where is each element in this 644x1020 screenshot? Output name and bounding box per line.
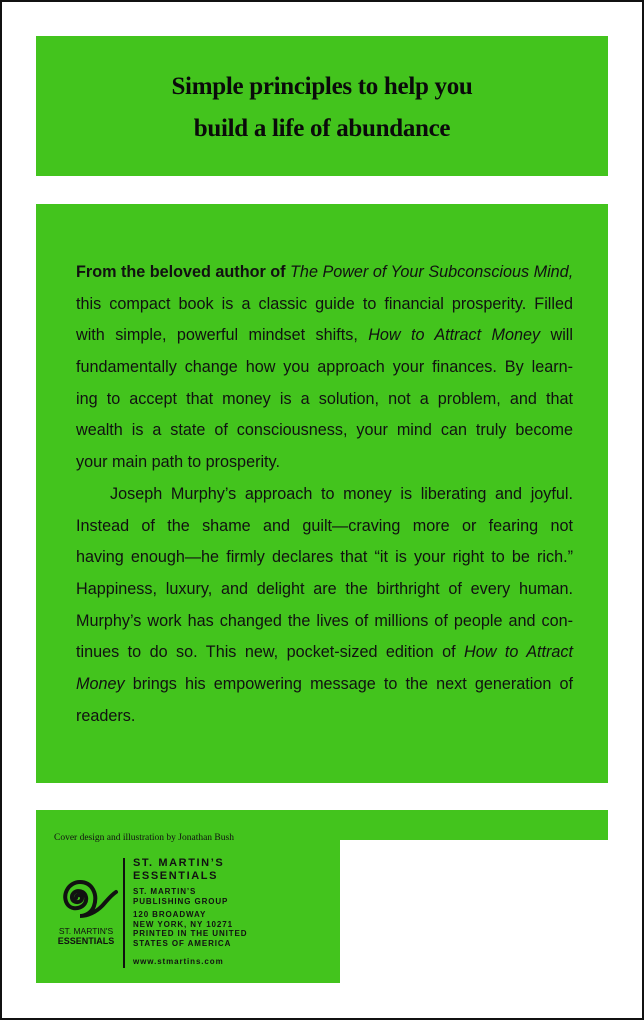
description-line bbox=[76, 577, 573, 609]
description-line bbox=[76, 450, 573, 482]
printed-line-1: PRINTED IN THE UNITED bbox=[133, 929, 248, 939]
text-segment: Joseph Murphy’s approach to money is liberating and joyful. bbox=[110, 484, 573, 503]
description-line bbox=[76, 260, 573, 292]
text-segment: having enough—he firmly declares that “it is your right to be rich.” bbox=[76, 548, 573, 567]
text-segment: readers. bbox=[76, 706, 136, 725]
tagline-line-1: Simple principles to help you bbox=[171, 73, 473, 100]
text-segment: your main path to prosperity. bbox=[76, 453, 280, 472]
address-line-1: 120 BROADWAY bbox=[133, 910, 207, 920]
description-line bbox=[76, 545, 573, 577]
text-segment: wealth is a state of consciousness, your mind can truly become bbox=[76, 421, 573, 440]
description-line bbox=[76, 640, 573, 672]
text-segment: tinues to do so. This new, pocket-sized edition of bbox=[76, 643, 465, 662]
text-segment: How to Attract bbox=[464, 643, 573, 662]
publisher-url[interactable]: www.stmartins.com bbox=[133, 956, 224, 966]
logo-line-1: ST. MARTIN'S bbox=[58, 926, 114, 936]
spiral-icon bbox=[56, 872, 120, 924]
description-line bbox=[76, 482, 573, 514]
text-segment: Instead of the shame and guilt—craving more or fearing not bbox=[76, 516, 573, 535]
description-line bbox=[76, 355, 573, 387]
publisher-line-2: PUBLISHING GROUP bbox=[133, 896, 229, 906]
description-line bbox=[76, 387, 573, 419]
text-segment: fundamentally change how you approach your finances. By learn- bbox=[76, 358, 573, 377]
text-segment: Money bbox=[76, 674, 125, 693]
text-segment: brings his empowering message to the next generation of bbox=[124, 674, 573, 693]
address-line-2: NEW YORK, NY 10271 bbox=[133, 919, 233, 929]
imprint-line-1: ST. MARTIN’S bbox=[133, 857, 225, 869]
text-segment: Happiness, luxury, and delight are the birthright of every human. bbox=[76, 579, 573, 598]
text-segment: Murphy’s work has changed the lives of millions of people and con- bbox=[76, 611, 573, 630]
publisher-info bbox=[133, 857, 247, 966]
imprint-line-2: ESSENTIALS bbox=[133, 870, 219, 882]
text-segment: will bbox=[540, 326, 573, 345]
tagline-line-2: build a life of abundance bbox=[193, 115, 451, 142]
printed-line-2: STATES OF AMERICA bbox=[133, 938, 232, 948]
text-segment: From the beloved author of bbox=[76, 263, 291, 281]
cover-credit: Cover design and illustration by Jonathan Bush bbox=[54, 833, 234, 843]
logo-line-2: ESSENTIALS bbox=[57, 936, 115, 946]
description-line bbox=[76, 323, 573, 355]
text-segment: How to Attract Money bbox=[368, 326, 541, 345]
description-line bbox=[76, 672, 573, 704]
divider bbox=[123, 858, 125, 968]
description-panel bbox=[36, 204, 608, 783]
tagline-panel bbox=[36, 36, 608, 176]
publisher-logo bbox=[52, 872, 120, 946]
text-segment: ing to accept that money is a solution, not a problem, and that bbox=[76, 389, 573, 408]
description-line bbox=[76, 514, 573, 546]
text-segment: with simple, powerful mindset shifts, bbox=[76, 326, 369, 345]
publisher-line-1: ST. MARTIN’S bbox=[133, 887, 197, 896]
text-segment: The Power of Your Subconscious Mind, bbox=[290, 263, 574, 281]
description-line bbox=[76, 418, 573, 450]
text-segment: this compact book is a classic guide to financial prosperity. Filled bbox=[76, 294, 573, 313]
description-text bbox=[76, 260, 573, 735]
description-line bbox=[76, 292, 573, 324]
description-line bbox=[76, 609, 573, 641]
description-line bbox=[76, 704, 573, 736]
